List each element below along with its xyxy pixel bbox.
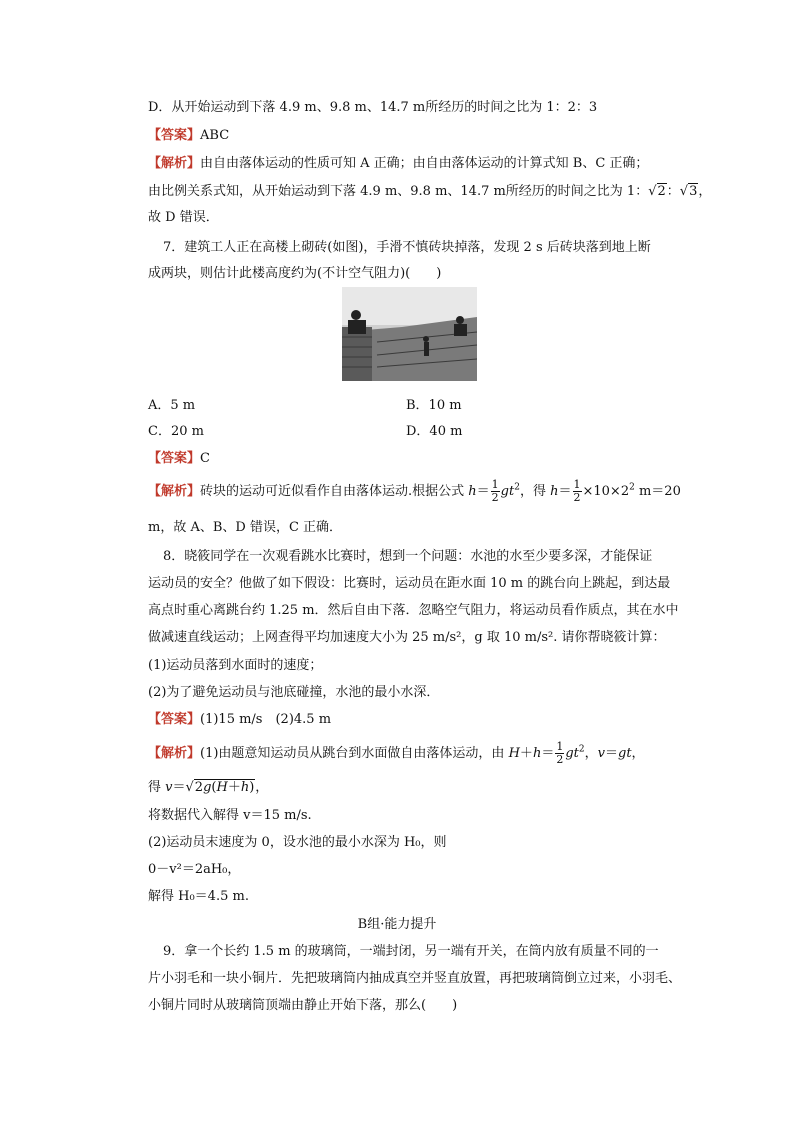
question-8-part1: (1)运动员落到水面时的速度； xyxy=(148,658,323,673)
option-d: D．40 m xyxy=(406,424,463,439)
question-7-line1: 7．建筑工人正在高楼上砌砖(如图)，手滑不慎砖块掉落，发现 2 s 后砖块落到地上断 xyxy=(163,240,651,255)
analysis-8-line5: 0－v²＝2aH₀， xyxy=(148,862,241,877)
answer-6: 【答案】ABC xyxy=(148,128,230,143)
analysis-6-line3: 故 D 错误． xyxy=(148,210,219,225)
option-b: B．10 m xyxy=(406,398,462,413)
option-a: A．5 m xyxy=(148,398,196,413)
analysis-6-line1: 【解析】由自由落体运动的性质可知 A 正确；由自由落体运动的计算式知 B、C 正确； xyxy=(148,156,649,171)
question-8-line1: 8．晓筱同学在一次观看跳水比赛时，想到一个问题：水池的水至少要多深，才能保证 xyxy=(163,549,653,564)
question-9-line2: 片小羽毛和一块小铜片．先把玻璃筒内抽成真空并竖直放置，再把玻璃筒倒立过来，小羽毛、 xyxy=(148,971,682,986)
question-8-part2: (2)为了避免运动员与池底碰撞，水池的最小水深． xyxy=(148,685,440,700)
question-8-line2: 运动员的安全？他做了如下假设：比赛时，运动员在距水面 10 m 的跳台向上跳起，到达最 xyxy=(148,576,671,591)
analysis-8-line1: 【解析】(1)由题意知运动员从跳台到水面做自由落体运动，由 H＋h＝ $\frac{1}{2}$ $gt^2$，v＝gt， xyxy=(148,740,645,766)
analysis-7-line1: 【解析】砖块的运动可近似看作自由落体运动.根据公式 h＝ $\frac{1}{2}$ $gt^2$，得 h＝ $\frac{1}{2}$ $\times 10\times 2^2$ m＝20 xyxy=(148,478,681,504)
question-8-line4: 做减速直线运动；上网查得平均加速度大小为 25 m/s²，g 取 10 m/s². 请你帮晓筱计算： xyxy=(148,630,666,645)
answer-8: 【答案】(1)15 m/s (2)4.5 m xyxy=(148,712,332,727)
analysis-8-line3: 将数据代入解得 v＝15 m/s. xyxy=(148,808,312,823)
option-c: C．20 m xyxy=(148,424,204,439)
option-d-line: D．从开始运动到下落 4.9 m、9.8 m、14.7 m所经历的时间之比为 1：2：3 xyxy=(148,100,598,115)
bricklayer-photo xyxy=(342,287,477,381)
analysis-8-line4: (2)运动员末速度为 0，设水池的最小水深为 H₀，则 xyxy=(148,835,447,850)
analysis-6-line2: 由比例关系式知，从开始运动到下落 4.9 m、9.8 m、14.7 m所经历的时间之比为 1：√2：√3， xyxy=(148,184,712,199)
answer-7: 【答案】C xyxy=(148,451,210,466)
question-9-line1: 9．拿一个长约 1.5 m 的玻璃筒，一端封闭，另一端有开关，在筒内放有质量不同的一 xyxy=(163,944,659,959)
section-heading: B组·能力提升 xyxy=(357,917,437,932)
analysis-8-line2: 得 v＝√2g(H＋h)， xyxy=(148,780,269,795)
question-9-line3: 小铜片同时从玻璃筒顶端由静止开始下落，那么( ) xyxy=(148,998,458,1013)
analysis-7-line2: m，故 A、B、D 错误，C 正确． xyxy=(148,520,343,535)
question-7-line2: 成两块，则估计此楼高度约为(不计空气阻力)( ) xyxy=(148,266,442,281)
question-8-line3: 高点时重心离跳台约 1.25 m．然后自由下落．忽略空气阻力，将运动员看作质点，其在水中 xyxy=(148,603,679,618)
analysis-8-line6: 解得 H₀＝4.5 m. xyxy=(148,889,249,904)
